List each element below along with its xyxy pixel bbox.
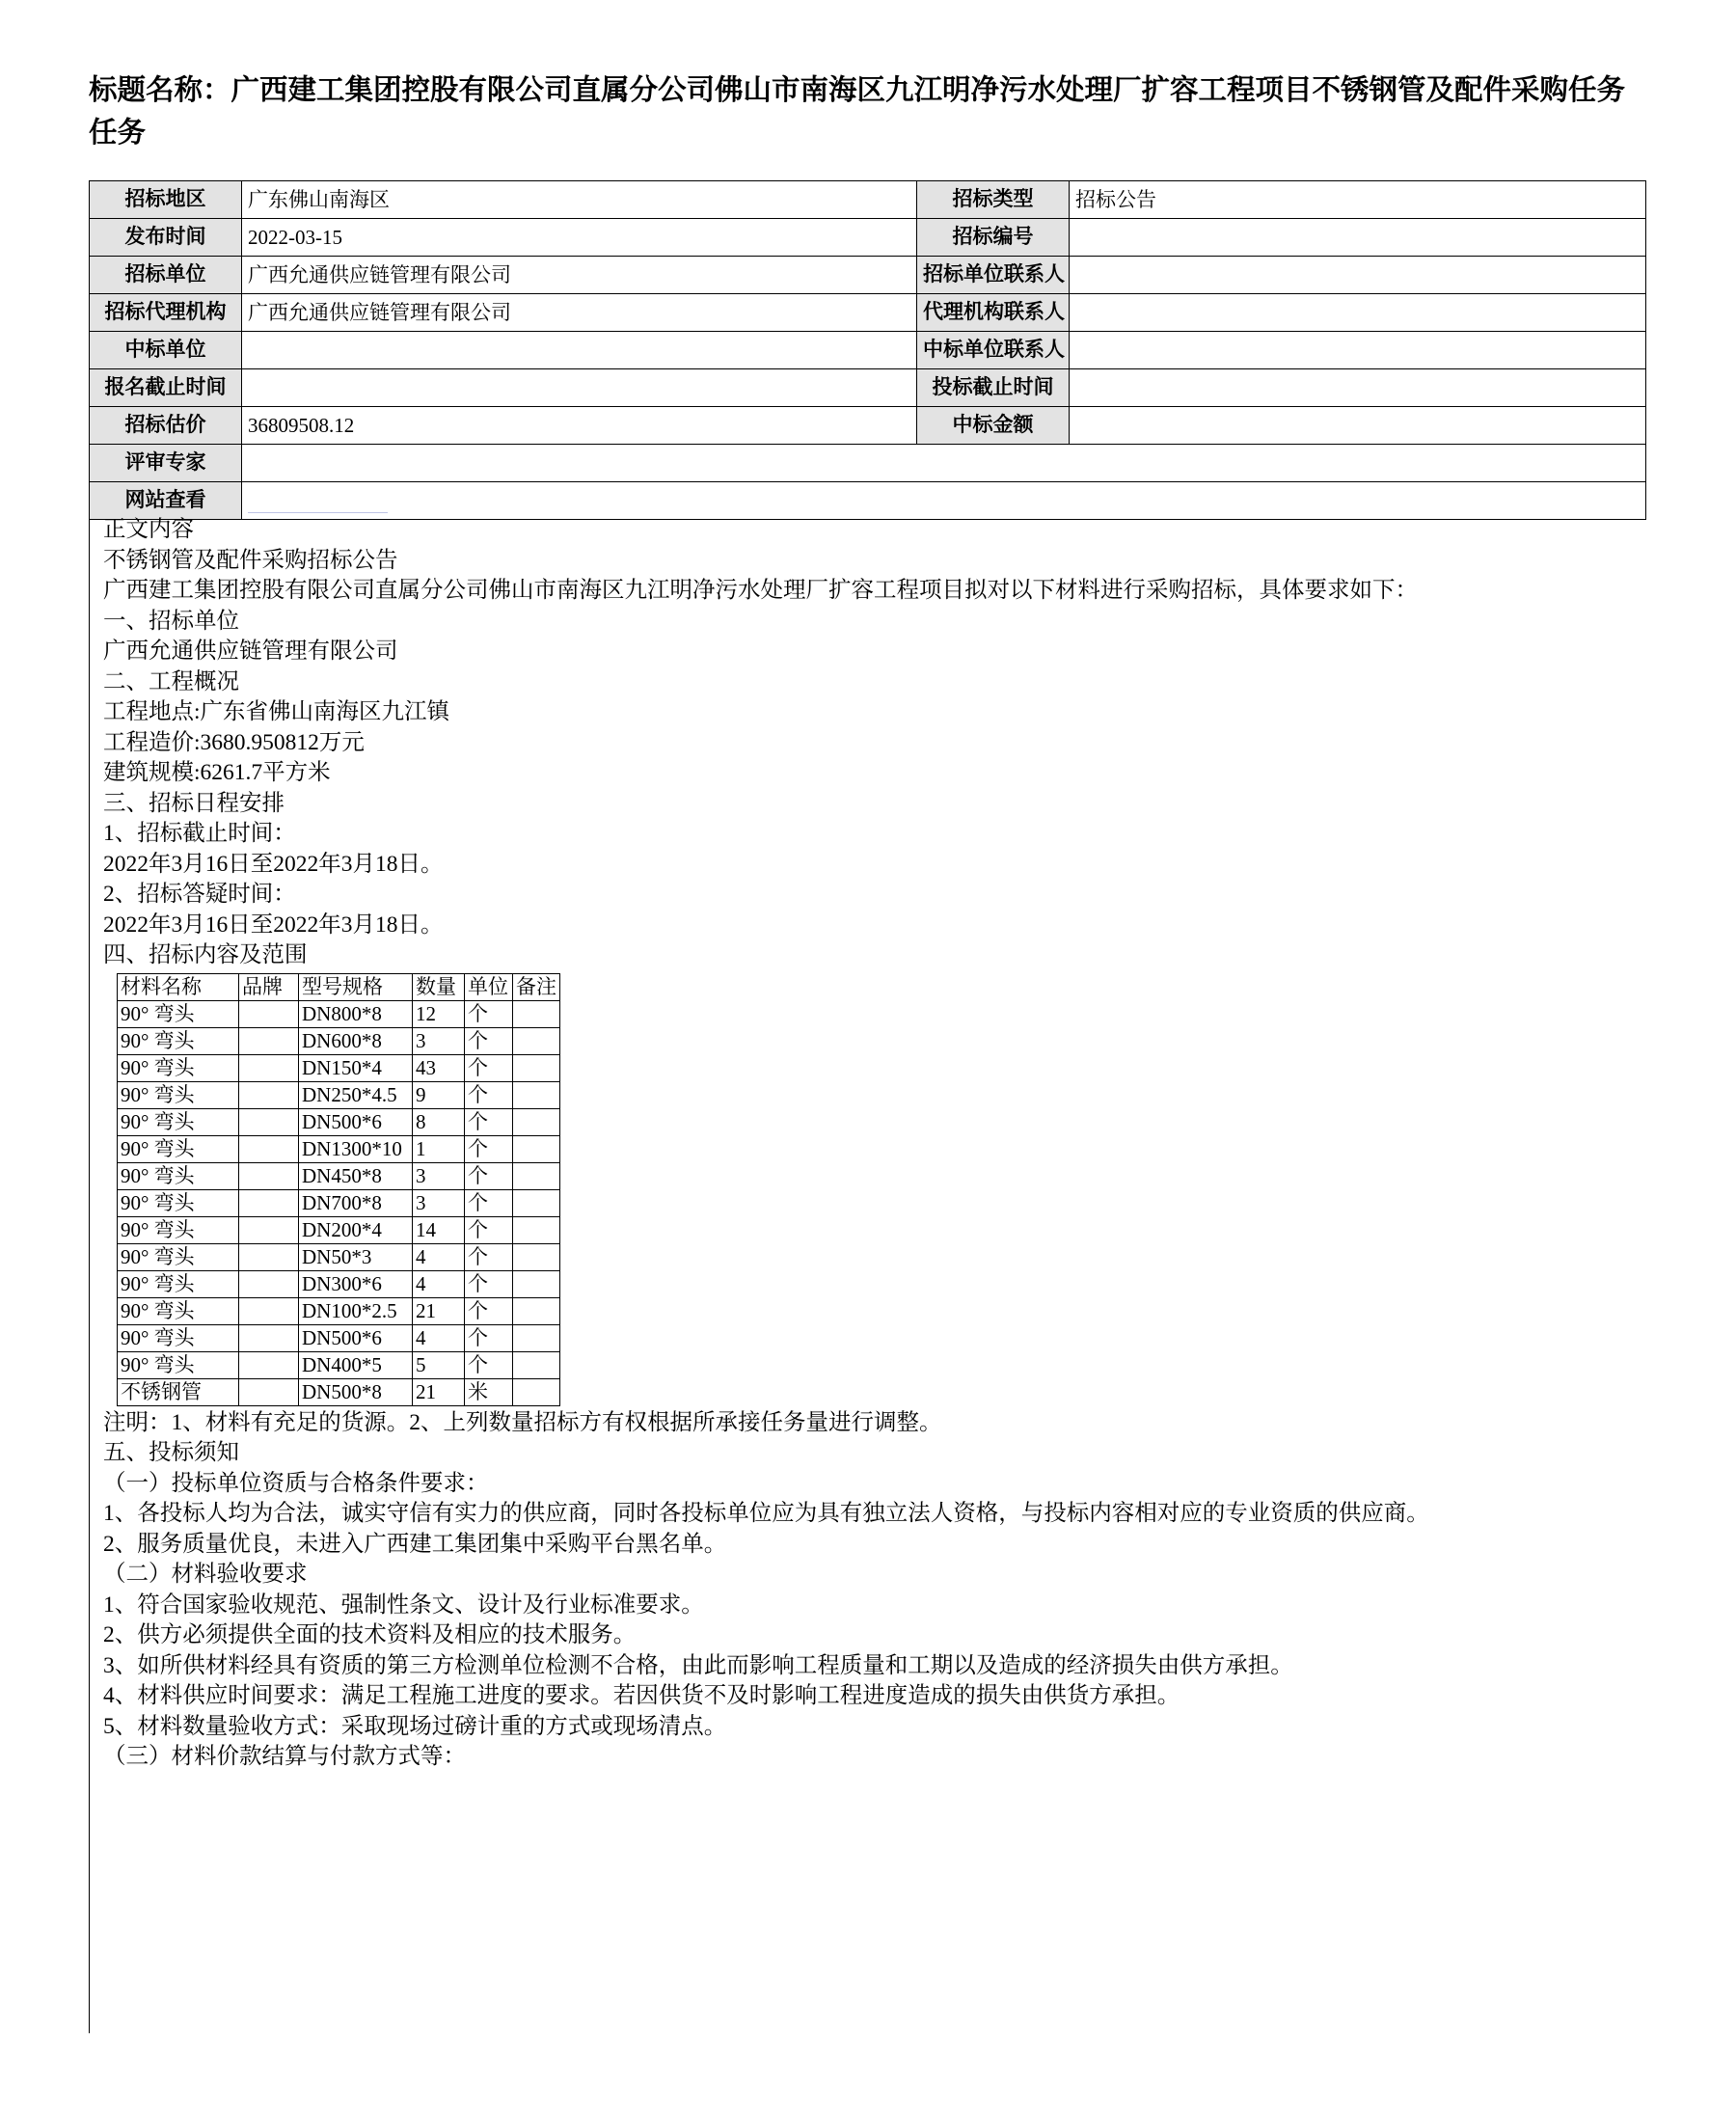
materials-cell — [239, 1243, 299, 1270]
materials-cell: DN250*4.5 — [299, 1081, 413, 1108]
materials-cell: 个 — [465, 1108, 513, 1135]
body-paragraph: 注明：1、材料有充足的货源。2、上列数量招标方有权根据所承接任务量进行调整。 — [103, 1409, 942, 1435]
materials-cell: 90° 弯头 — [118, 1297, 239, 1324]
body-paragraph: 3、如所供材料经具有资质的第三方检测单位检测不合格，由此而影响工程质量和工期以及造成的经济损失由供方承担。 — [103, 1652, 1293, 1678]
materials-cell: 3 — [413, 1162, 465, 1189]
materials-cell: 米 — [465, 1378, 513, 1405]
materials-cell — [513, 1027, 560, 1054]
table-row — [118, 1135, 560, 1162]
materials-cell: 90° 弯头 — [118, 1216, 239, 1243]
table-row — [118, 1081, 560, 1108]
materials-cell: DN700*8 — [299, 1189, 413, 1216]
materials-cell: 90° 弯头 — [118, 1162, 239, 1189]
materials-column-header: 数量 — [413, 973, 465, 1000]
body-lines-after-table — [103, 1408, 1645, 1773]
materials-cell: 90° 弯头 — [118, 1081, 239, 1108]
materials-cell: 90° 弯头 — [118, 1027, 239, 1054]
table-row — [118, 1216, 560, 1243]
materials-cell: 个 — [465, 1027, 513, 1054]
materials-cell — [239, 1162, 299, 1189]
materials-cell: DN200*4 — [299, 1216, 413, 1243]
materials-cell: 21 — [413, 1378, 465, 1405]
materials-cell — [239, 1270, 299, 1297]
info-value-left: 广东佛山南海区 — [242, 181, 917, 219]
body-paragraph: 建筑规模:6261.7平方米 — [103, 760, 331, 785]
info-key-right: 代理机构联系人 — [917, 294, 1070, 332]
info-value-full — [242, 445, 1646, 482]
materials-cell — [239, 1216, 299, 1243]
materials-cell: 5 — [413, 1351, 465, 1378]
materials-cell — [239, 1189, 299, 1216]
materials-cell — [513, 1162, 560, 1189]
materials-cell: 个 — [465, 1081, 513, 1108]
body-paragraph: 2022年3月16日至2022年3月18日。 — [103, 851, 444, 877]
table-row — [118, 1162, 560, 1189]
materials-cell — [513, 1270, 560, 1297]
materials-cell: 不锈钢管 — [118, 1378, 239, 1405]
materials-cell: DN400*5 — [299, 1351, 413, 1378]
body-paragraph: 不锈钢管及配件采购招标公告 — [103, 547, 398, 573]
materials-cell — [239, 1297, 299, 1324]
materials-cell: 个 — [465, 1351, 513, 1378]
materials-cell: 4 — [413, 1324, 465, 1351]
materials-cell: 个 — [465, 1216, 513, 1243]
materials-cell — [239, 1108, 299, 1135]
body-paragraph: 1、符合国家验收规范、强制性条文、设计及行业标准要求。 — [103, 1592, 704, 1618]
table-row — [118, 1054, 560, 1081]
body-paragraph: 五、投标须知 — [103, 1440, 239, 1465]
info-key-left: 招标单位 — [90, 257, 242, 294]
materials-cell: DN500*6 — [299, 1108, 413, 1135]
table-row — [90, 219, 1646, 257]
materials-cell — [513, 1000, 560, 1027]
materials-cell — [239, 1135, 299, 1162]
body-paragraph: 二、工程概况 — [103, 668, 239, 694]
materials-cell — [239, 1081, 299, 1108]
info-key-right: 招标单位联系人 — [917, 257, 1070, 294]
info-value-right — [1070, 407, 1646, 445]
info-value-left: 2022-03-15 — [242, 219, 917, 257]
materials-cell: 90° 弯头 — [118, 1243, 239, 1270]
materials-cell: 90° 弯头 — [118, 1324, 239, 1351]
materials-column-header: 备注 — [513, 973, 560, 1000]
body-heading: 正文内容 — [103, 517, 194, 542]
table-row — [118, 1378, 560, 1405]
info-value-right — [1070, 369, 1646, 407]
body-paragraph: 一、招标单位 — [103, 608, 239, 634]
materials-cell: 3 — [413, 1027, 465, 1054]
info-key-left: 报名截止时间 — [90, 369, 242, 407]
materials-cell: DN500*8 — [299, 1378, 413, 1405]
materials-cell: 个 — [465, 1324, 513, 1351]
materials-cell: 90° 弯头 — [118, 1108, 239, 1135]
materials-cell — [513, 1297, 560, 1324]
materials-cell — [239, 1000, 299, 1027]
materials-cell: 个 — [465, 1135, 513, 1162]
materials-cell: 12 — [413, 1000, 465, 1027]
title-label: 标题名称： — [89, 75, 231, 106]
materials-cell: 个 — [465, 1297, 513, 1324]
materials-cell: 1 — [413, 1135, 465, 1162]
materials-cell: 个 — [465, 1162, 513, 1189]
materials-cell: DN300*6 — [299, 1270, 413, 1297]
materials-cell — [513, 1324, 560, 1351]
materials-table-body — [118, 973, 560, 1405]
table-row — [118, 1108, 560, 1135]
body-paragraph: 工程地点:广东省佛山南海区九江镇 — [103, 699, 450, 724]
materials-header-row — [118, 973, 560, 1000]
materials-cell — [513, 1135, 560, 1162]
body-paragraph: 三、招标日程安排 — [103, 790, 285, 816]
table-row — [118, 1324, 560, 1351]
body-paragraph: 1、各投标人均为合法，诚实守信有实力的供应商，同时各投标单位应为具有独立法人资格，与投标内容相对应的专业资质的供应商。 — [103, 1501, 1429, 1526]
materials-cell: 21 — [413, 1297, 465, 1324]
info-value-left: 广西允通供应链管理有限公司 — [242, 257, 917, 294]
info-value-left: 36809508.12 — [242, 407, 917, 445]
materials-cell: DN150*4 — [299, 1054, 413, 1081]
table-row — [90, 369, 1646, 407]
materials-cell: 个 — [465, 1189, 513, 1216]
redacted-contact — [1075, 263, 1110, 286]
info-key-right: 投标截止时间 — [917, 369, 1070, 407]
materials-column-header: 型号规格 — [299, 973, 413, 1000]
materials-cell: 个 — [465, 1270, 513, 1297]
materials-cell — [513, 1243, 560, 1270]
materials-cell: 90° 弯头 — [118, 1054, 239, 1081]
table-row — [90, 181, 1646, 219]
materials-column-header: 材料名称 — [118, 973, 239, 1000]
table-row — [118, 1243, 560, 1270]
materials-cell: 个 — [465, 1054, 513, 1081]
materials-cell: DN450*8 — [299, 1162, 413, 1189]
info-key-left: 中标单位 — [90, 332, 242, 369]
materials-cell — [239, 1027, 299, 1054]
tender-info-body — [90, 181, 1646, 520]
materials-cell: 3 — [413, 1189, 465, 1216]
materials-cell: 43 — [413, 1054, 465, 1081]
info-value-left — [242, 369, 917, 407]
materials-table — [117, 973, 560, 1406]
materials-column-header: 品牌 — [239, 973, 299, 1000]
table-row — [90, 257, 1646, 294]
body-content-box — [89, 509, 1645, 2033]
body-paragraph: 四、招标内容及范围 — [103, 942, 308, 967]
materials-cell: DN1300*10 — [299, 1135, 413, 1162]
materials-cell: 个 — [465, 1000, 513, 1027]
table-row — [118, 1027, 560, 1054]
materials-cell — [239, 1324, 299, 1351]
body-paragraph: 1、招标截止时间： — [103, 821, 296, 846]
table-row — [90, 332, 1646, 369]
body-lines-before-table — [103, 546, 1645, 971]
info-value-right — [1070, 332, 1646, 369]
materials-cell: DN50*3 — [299, 1243, 413, 1270]
materials-cell: 90° 弯头 — [118, 1270, 239, 1297]
table-row — [118, 1351, 560, 1378]
title-text: 广西建工集团控股有限公司直属分公司佛山市南海区九江明净污水处理厂扩容工程项目不锈钢管及配件采购任务任务 — [89, 75, 1626, 149]
materials-cell: 90° 弯头 — [118, 1189, 239, 1216]
body-paragraph: 广西允通供应链管理有限公司 — [103, 639, 398, 664]
body-paragraph: 广西建工集团控股有限公司直属分公司佛山市南海区九江明净污水处理厂扩容工程项目拟对以下材料进行采购招标，具体要求如下： — [103, 578, 1418, 603]
tender-info-table — [89, 180, 1646, 520]
table-row — [118, 1000, 560, 1027]
materials-cell: DN100*2.5 — [299, 1297, 413, 1324]
info-key-full: 网站查看 — [90, 482, 242, 520]
body-paragraph: （一）投标单位资质与合格条件要求： — [103, 1470, 489, 1496]
materials-cell — [513, 1378, 560, 1405]
info-key-right: 招标编号 — [917, 219, 1070, 257]
materials-cell: 9 — [413, 1081, 465, 1108]
body-paragraph: 2、供方必须提供全面的技术资料及相应的技术服务。 — [103, 1622, 637, 1647]
info-value-left: 广西允通供应链管理有限公司 — [242, 294, 917, 332]
info-value-left — [242, 332, 917, 369]
table-row — [90, 294, 1646, 332]
info-value-right — [1070, 257, 1646, 294]
table-row — [118, 1270, 560, 1297]
materials-cell — [239, 1054, 299, 1081]
materials-cell: 4 — [413, 1270, 465, 1297]
info-key-right: 中标金额 — [917, 407, 1070, 445]
table-row — [118, 1297, 560, 1324]
table-row — [118, 1189, 560, 1216]
table-row — [90, 445, 1646, 482]
info-value-right — [1070, 294, 1646, 332]
table-row — [90, 407, 1646, 445]
info-key-left: 招标估价 — [90, 407, 242, 445]
info-value-right: 招标公告 — [1070, 181, 1646, 219]
info-key-left: 招标地区 — [90, 181, 242, 219]
body-paragraph: 工程造价:3680.950812万元 — [103, 729, 365, 755]
body-paragraph: 2、服务质量优良，未进入广西建工集团集中采购平台黑名单。 — [103, 1531, 727, 1557]
body-paragraph: 2022年3月16日至2022年3月18日。 — [103, 911, 444, 938]
materials-cell: 个 — [465, 1243, 513, 1270]
page-title — [89, 69, 1647, 154]
materials-cell — [513, 1081, 560, 1108]
materials-cell: 8 — [413, 1108, 465, 1135]
materials-cell: DN600*8 — [299, 1027, 413, 1054]
materials-cell: 90° 弯头 — [118, 1351, 239, 1378]
info-key-left: 招标代理机构 — [90, 294, 242, 332]
materials-cell: 4 — [413, 1243, 465, 1270]
body-paragraph: （三）材料价款结算与付款方式等： — [103, 1744, 466, 1769]
materials-cell — [513, 1189, 560, 1216]
materials-cell: 90° 弯头 — [118, 1000, 239, 1027]
materials-cell — [513, 1054, 560, 1081]
body-paragraph: （二）材料验收要求 — [103, 1562, 308, 1587]
body-paragraph: 4、材料供应时间要求：满足工程施工进度的要求。若因供货不及时影响工程进度造成的损失由供货方承担。 — [103, 1683, 1180, 1708]
materials-cell: DN500*6 — [299, 1324, 413, 1351]
body-paragraph: 5、材料数量验收方式：采取现场过磅计重的方式或现场清点。 — [103, 1713, 727, 1739]
materials-cell: DN800*8 — [299, 1000, 413, 1027]
info-value-right — [1070, 219, 1646, 257]
materials-cell — [513, 1108, 560, 1135]
info-key-left: 发布时间 — [90, 219, 242, 257]
materials-cell — [239, 1378, 299, 1405]
materials-cell — [513, 1351, 560, 1378]
info-key-full: 评审专家 — [90, 445, 242, 482]
info-key-right: 招标类型 — [917, 181, 1070, 219]
materials-cell — [239, 1351, 299, 1378]
info-key-right: 中标单位联系人 — [917, 332, 1070, 369]
materials-cell: 14 — [413, 1216, 465, 1243]
materials-cell: 90° 弯头 — [118, 1135, 239, 1162]
body-paragraph: 2、招标答疑时间： — [103, 882, 296, 907]
materials-cell — [513, 1216, 560, 1243]
materials-column-header: 单位 — [465, 973, 513, 1000]
